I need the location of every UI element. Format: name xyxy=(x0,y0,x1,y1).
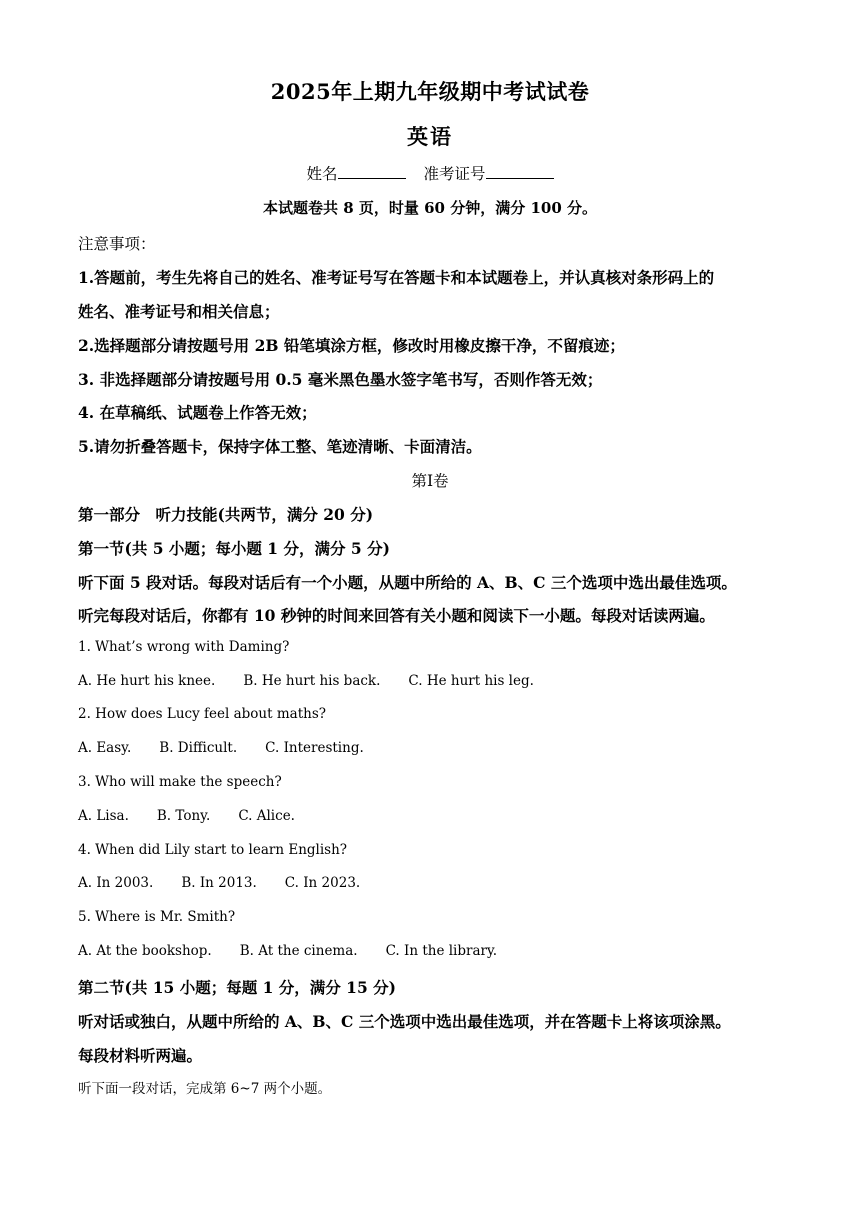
name-blank[interactable] xyxy=(338,164,406,179)
option-c[interactable]: C. Alice. xyxy=(238,808,295,824)
section2-instruction-2: 每段材料听两遍。 xyxy=(78,1046,203,1065)
subject-title: 英语 xyxy=(407,124,453,149)
note-item-5: 5.请勿折叠答题卡，保持字体工整、笔迹清晰、卡面清洁。 xyxy=(78,437,482,456)
part1-heading: 第一部分 听力技能(共两节，满分 20 分) xyxy=(78,505,374,524)
candidate-info-row xyxy=(0,162,860,184)
name-label: 姓名 xyxy=(306,165,338,183)
note-item-2: 2.选择题部分请按题号用 2B 铅笔填涂方框，修改时用橡皮擦干净，不留痕迹； xyxy=(78,336,625,355)
option-c[interactable]: C. He hurt his leg. xyxy=(408,673,534,689)
option-b[interactable]: B. He hurt his back. xyxy=(243,673,381,689)
exam-info: 本试题卷共 8 页，时量 60 分钟，满分 100 分。 xyxy=(263,199,597,217)
option-c[interactable]: C. In 2023. xyxy=(284,875,361,891)
option-a[interactable]: A. Easy. xyxy=(78,740,132,756)
exam-no-blank[interactable] xyxy=(486,164,554,179)
notes-heading: 注意事项： xyxy=(78,235,156,253)
section1-heading: 第一节(共 5 小题；每小题 1 分，满分 5 分) xyxy=(78,539,390,558)
option-a[interactable]: A. At the bookshop. xyxy=(78,943,212,959)
option-a[interactable]: A. Lisa. xyxy=(78,808,129,824)
exam-no-label: 准考证号 xyxy=(423,165,486,183)
option-c[interactable]: C. Interesting. xyxy=(265,740,364,756)
option-b[interactable]: B. At the cinema. xyxy=(239,943,358,959)
question-3: 3. Who will make the speech? xyxy=(78,774,282,790)
exam-title: 2025年上期九年级期中考试试卷 xyxy=(270,79,590,104)
note-item-1-line-1: 1.答题前，考生先将自己的姓名、准考证号写在答题卡和本试题卷上，并认真核对条形码上的 xyxy=(78,268,715,287)
question-4: 4. When did Lily start to learn English? xyxy=(78,842,348,858)
question-5-options xyxy=(78,943,800,959)
section2-heading: 第二节(共 15 小题；每题 1 分，满分 15 分) xyxy=(78,978,396,997)
question-1: 1. What’s wrong with Daming? xyxy=(78,639,290,655)
option-b[interactable]: B. Difficult. xyxy=(159,740,238,756)
option-b[interactable]: B. Tony. xyxy=(156,808,211,824)
note-item-1-line-2: 姓名、准考证号和相关信息； xyxy=(78,302,280,321)
option-a[interactable]: A. In 2003. xyxy=(78,875,154,891)
option-c[interactable]: C. In the library. xyxy=(385,943,498,959)
note-item-3: 3. 非选择题部分请按题号用 0.5 毫米黑色墨水签字笔书写，否则作答无效； xyxy=(78,370,603,389)
option-a[interactable]: A. He hurt his knee. xyxy=(78,673,216,689)
question-2-options xyxy=(78,740,800,756)
question-2: 2. How does Lucy feel about maths? xyxy=(78,706,326,722)
section1-instruction-2: 听完每段对话后，你都有 10 秒钟的时间来回答有关小题和阅读下一小题。每段对话读两遍。 xyxy=(78,606,715,625)
question-1-options xyxy=(78,673,800,689)
section1-instruction-1: 听下面 5 段对话。每段对话后有一个小题，从题中所给的 A、B、C 三个选项中选出最佳选项。 xyxy=(78,573,737,592)
note-item-4: 4. 在草稿纸、试题卷上作答无效； xyxy=(78,403,317,422)
option-b[interactable]: B. In 2013. xyxy=(181,875,257,891)
section2-sub-instruction: 听下面一段对话，完成第 6~7 两个小题。 xyxy=(78,1081,332,1097)
question-3-options xyxy=(78,808,800,824)
question-5: 5. Where is Mr. Smith? xyxy=(78,909,236,925)
section2-instruction-1: 听对话或独白，从题中所给的 A、B、C 三个选项中选出最佳选项，并在答题卡上将该项涂黑。 xyxy=(78,1012,731,1031)
volume-label: 第Ⅰ卷 xyxy=(411,472,449,490)
question-4-options xyxy=(78,875,800,891)
